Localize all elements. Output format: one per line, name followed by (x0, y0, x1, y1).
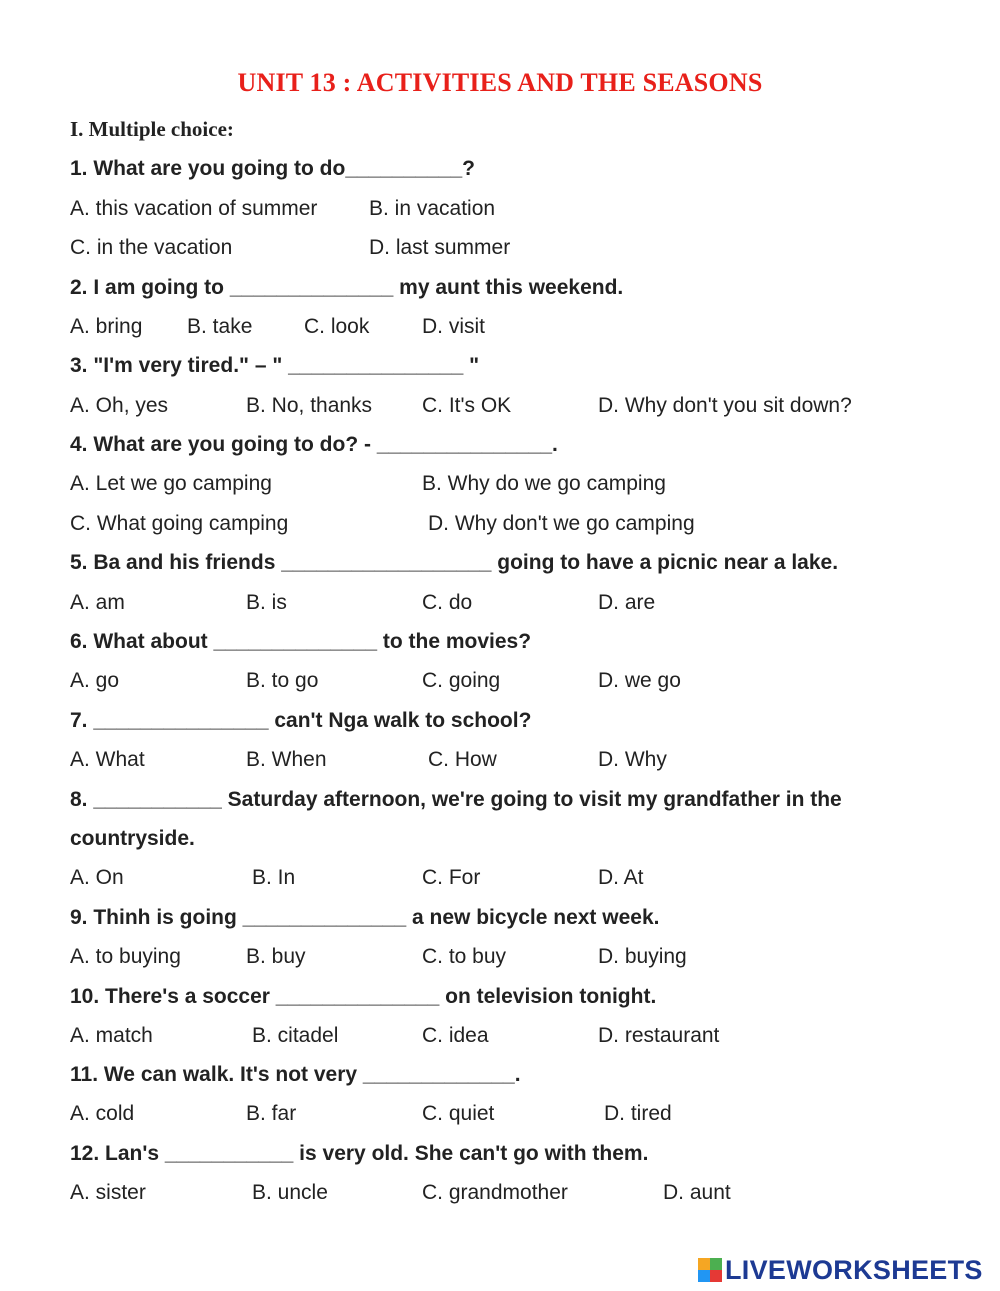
option-11d[interactable]: D. tired (604, 1102, 672, 1125)
option-2c[interactable]: C. look (304, 315, 370, 338)
option-10a[interactable]: A. match (70, 1024, 153, 1047)
question-1: 1. What are you going to do__________? (70, 157, 475, 180)
option-1b[interactable]: B. in vacation (369, 197, 496, 220)
question-8: 8. ___________ Saturday afternoon, we're going to visit my grandfather in the (70, 788, 842, 811)
option-7c[interactable]: C. How (428, 748, 497, 771)
option-7b[interactable]: B. When (246, 748, 327, 771)
option-10b[interactable]: B. citadel (252, 1024, 339, 1047)
option-11c[interactable]: C. quiet (422, 1102, 495, 1125)
option-9d[interactable]: D. buying (598, 945, 687, 968)
logo-block (698, 1270, 710, 1282)
option-3d[interactable]: D. Why don't you sit down? (598, 394, 852, 417)
option-2a[interactable]: A. bring (70, 315, 143, 338)
option-12b[interactable]: B. uncle (252, 1181, 328, 1204)
option-11b[interactable]: B. far (246, 1102, 297, 1125)
option-7a[interactable]: A. What (70, 748, 145, 771)
option-8c[interactable]: C. For (422, 866, 481, 889)
option-8a[interactable]: A. On (70, 866, 124, 889)
option-3b[interactable]: B. No, thanks (246, 394, 373, 417)
option-12d[interactable]: D. aunt (663, 1181, 731, 1204)
logo-block (710, 1270, 722, 1282)
liveworksheets-logo (698, 1254, 983, 1286)
question-7: 7. _______________ can't Nga walk to school? (70, 709, 532, 732)
option-5a[interactable]: A. am (70, 591, 125, 614)
option-5d[interactable]: D. are (598, 591, 656, 614)
option-6a[interactable]: A. go (70, 669, 120, 692)
option-7d[interactable]: D. Why (598, 748, 667, 771)
option-4b[interactable]: B. Why do we go camping (422, 472, 666, 495)
option-3c[interactable]: C. It's OK (422, 394, 512, 417)
option-6b[interactable]: B. to go (246, 669, 319, 692)
option-10c[interactable]: C. idea (422, 1024, 489, 1047)
option-5c[interactable]: C. do (422, 591, 473, 614)
option-9a[interactable]: A. to buying (70, 945, 181, 968)
option-5b[interactable]: B. is (246, 591, 287, 614)
question-10: 10. There's a soccer ______________ on television tonight. (70, 985, 657, 1008)
option-11a[interactable]: A. cold (70, 1102, 135, 1125)
option-4d[interactable]: D. Why don't we go camping (428, 512, 695, 535)
question-6: 6. What about ______________ to the movies? (70, 630, 532, 653)
option-10d[interactable]: D. restaurant (598, 1024, 720, 1047)
option-2d[interactable]: D. visit (422, 315, 485, 338)
question-11: 11. We can walk. It's not very _____________. (70, 1063, 521, 1086)
question-9: 9. Thinh is going ______________ a new bicycle next week. (70, 906, 660, 929)
option-4c[interactable]: C. What going camping (70, 512, 289, 535)
option-1a[interactable]: A. this vacation of summer (70, 197, 318, 220)
option-12a[interactable]: A. sister (70, 1181, 146, 1204)
option-4a[interactable]: A. Let we go camping (70, 472, 272, 495)
logo-blocks-icon (698, 1258, 722, 1282)
worksheet-title: UNIT 13 : ACTIVITIES AND THE SEASONS (237, 68, 763, 97)
question-3: 3. "I'm very tired." – " _______________ " (70, 354, 480, 377)
option-6d[interactable]: D. we go (598, 669, 681, 692)
question-2: 2. I am going to ______________ my aunt this weekend. (70, 276, 624, 299)
option-9c[interactable]: C. to buy (422, 945, 507, 968)
option-8b[interactable]: B. In (252, 866, 296, 889)
option-3a[interactable]: A. Oh, yes (70, 394, 169, 417)
logo-block (698, 1258, 710, 1270)
option-12c[interactable]: C. grandmother (422, 1181, 568, 1204)
option-1d[interactable]: D. last summer (369, 236, 511, 259)
option-8d[interactable]: D. At (598, 866, 644, 889)
logo-text: LIVEWORKSHEETS (725, 1254, 983, 1285)
option-9b[interactable]: B. buy (246, 945, 306, 968)
logo-block (710, 1258, 722, 1270)
question-4: 4. What are you going to do? - _______________. (70, 433, 558, 456)
question-12: 12. Lan's ___________ is very old. She can't go with them. (70, 1142, 649, 1165)
question-8-continued: countryside. (70, 827, 195, 850)
option-1c[interactable]: C. in the vacation (70, 236, 233, 259)
question-5: 5. Ba and his friends __________________ going to have a picnic near a lake. (70, 551, 839, 574)
option-2b[interactable]: B. take (187, 315, 253, 338)
option-6c[interactable]: C. going (422, 669, 501, 692)
section-heading: I. Multiple choice: (70, 117, 234, 141)
